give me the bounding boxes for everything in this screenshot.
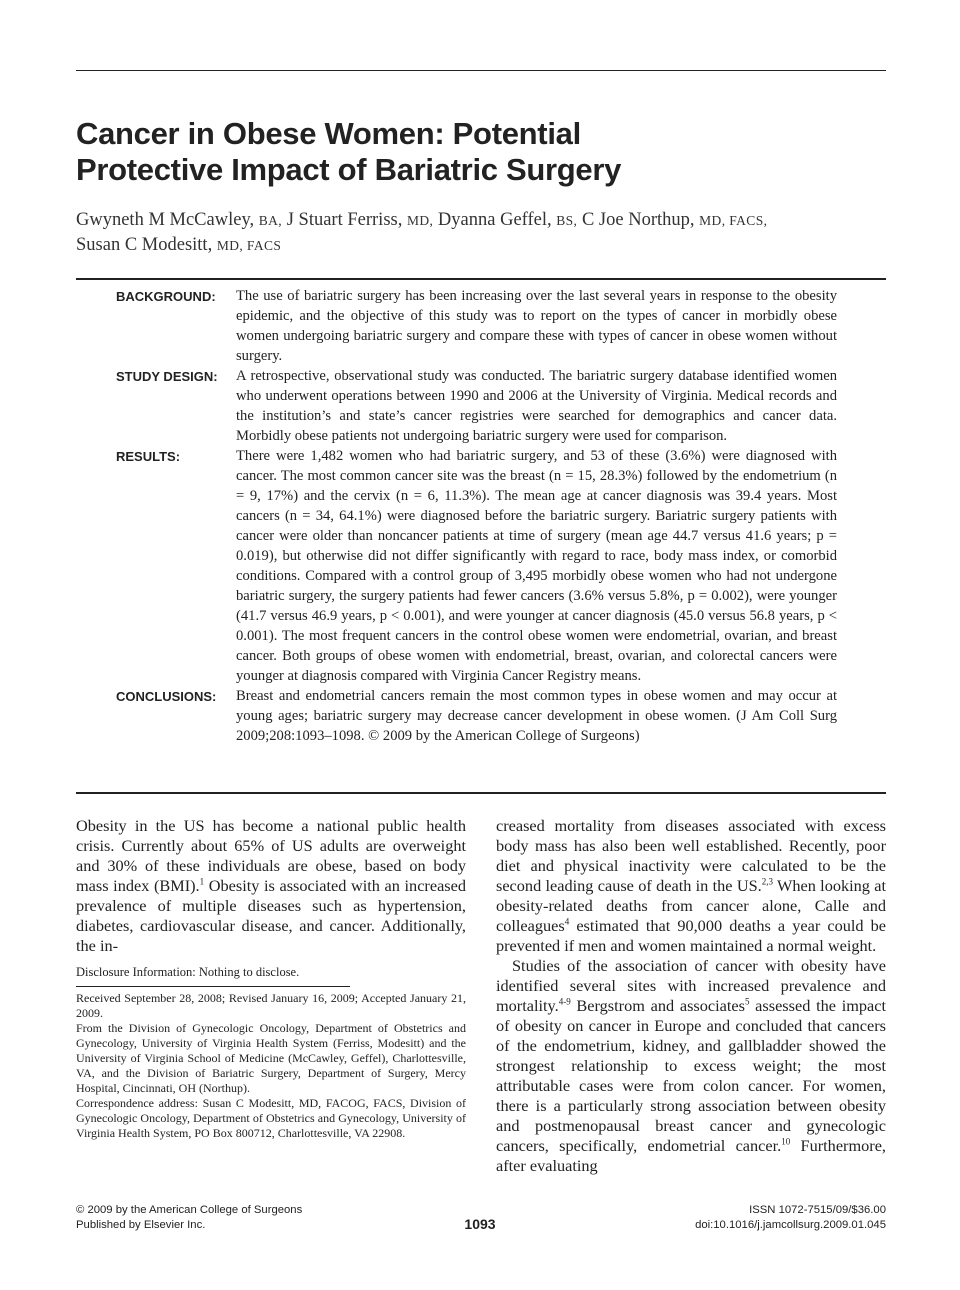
citation-ref: 4 <box>564 916 570 927</box>
copyright-line: © 2009 by the American College of Surgeons <box>76 1204 303 1216</box>
abstract <box>76 286 886 746</box>
footer-right <box>695 1203 886 1233</box>
doi-line: doi:10.1016/j.jamcollsurg.2009.01.045 <box>695 1219 886 1231</box>
publisher-line: Published by Elsevier Inc. <box>76 1219 206 1231</box>
author-degree: BS, <box>556 213 578 228</box>
body-column-right <box>496 816 886 1176</box>
section-text: The use of bariatric surgery has been increasing over the last several years in response to the obesity epidemic, and the objective of this study was to report on the types of cancer in morbidly obese women undergoing bariatric surgery and compare these with types of cancer in obese women without surgery. <box>236 288 837 364</box>
section-label: CONCLUSIONS: <box>116 689 217 704</box>
footnotes <box>76 991 466 1141</box>
correspondence-address: Correspondence address: Susan C Modesitt, MD, FACOG, FACS, Division of Gynecologic Oncology, Department of Obstetrics and Gynecology, University of Virginia Health System, PO Box 800712, Charlottesville, VA 22908. <box>76 1096 466 1140</box>
received-dates: Received September 28, 2008; Revised January 16, 2009; Accepted January 21, 2009. <box>76 991 466 1020</box>
section-label: BACKGROUND: <box>116 289 216 304</box>
body-text: Obesity is associated with an increased prevalence of multiple diseases such as hypertension, diabetes, cardiovascular disease, and cancer. Additionally, the in- <box>76 876 467 955</box>
abstract-conclusions <box>76 686 886 746</box>
author-name: C Joe Northup, <box>581 210 695 230</box>
abstract-bottom-rule <box>76 792 886 794</box>
abstract-background <box>76 286 886 366</box>
body-text: assessed the impact of obesity on cancer in Europe and concluded that cancers of the endometrium, kidney, and gallbladder showed the strongest relationship to excess weight; the most attributable cases were from colon cancer. For women, there is a particularly strong association between obesity and postmenopausal breast cancer and gynecologic cancers, specifically, endometrial cancer. <box>496 996 886 1155</box>
author-name: Gwyneth M McCawley, <box>76 210 255 230</box>
body-text: When looking at obesity-related deaths from cancer alone, Calle and colleagues <box>496 876 886 935</box>
citation-ref: 10 <box>781 1136 791 1147</box>
disclosure-note <box>76 964 466 980</box>
issn-line: ISSN 1072-7515/09/$36.00 <box>749 1204 886 1216</box>
author-degree: MD, FACS, <box>699 213 768 228</box>
body-text: creased mortality from diseases associated with excess body mass has also been well established. Recently, poor diet and physical inactivity were calculated to be the second leading cause of death in the US. <box>496 816 886 895</box>
article-title <box>76 116 796 188</box>
body-text: Bergstrom and associates <box>570 996 745 1015</box>
author-degree: BA, <box>258 213 283 228</box>
abstract-top-rule <box>76 278 886 280</box>
footnote-rule <box>76 986 350 987</box>
body-paragraph <box>496 816 886 956</box>
title-line-2: Protective Impact of Bariatric Surgery <box>76 152 622 187</box>
affiliation-note: From the Division of Gynecologic Oncology, Department of Obstetrics and Gynecology, University of Virginia Health System (Ferriss, Modesitt) and the University of Virginia School of Medicine (McCawley, Geffel), Charlottesville, VA, and the Division of Bariatric Surgery, Department of Surgery, Mercy Hospital, Cincinnati, OH (Northup). <box>76 1021 466 1095</box>
section-label: RESULTS: <box>116 449 181 464</box>
author-degree: MD, <box>406 213 434 228</box>
citation-ref: 4-9 <box>558 996 571 1007</box>
body-column-left <box>76 816 466 956</box>
section-label: STUDY DESIGN: <box>116 369 218 384</box>
abstract-results <box>76 446 886 686</box>
citation-ref: 1 <box>199 876 205 887</box>
author-name: Dyanna Geffel, <box>437 210 552 230</box>
section-text: A retrospective, observational study was conducted. The bariatric surgery database identified women who underwent operations between 1990 and 2006 at the University of Virginia. Medical records and the institution’s and state’s cancer registries were searched for demographics and cancer data. Morbidly obese patients not undergoing bariatric surgery were used for comparison. <box>236 368 837 444</box>
body-text: Obesity in the US has become a national public health crisis. Currently about 65% of US adults are overweight and 30% of these individuals are obese, based on body mass index (BMI). <box>76 816 466 895</box>
section-text: Breast and endometrial cancers remain the most common types in obese women and may occur at young ages; bariatric surgery may decrease cancer development in obese women. (J Am Coll Surg 2009;208:1093–1098. © 2009 by the American College of Surgeons) <box>236 688 837 744</box>
section-text: There were 1,482 women who had bariatric surgery, and 53 of these (3.6%) were diagnosed with cancer. The most common cancer site was the breast (n = 15, 28.3%) followed by the endometrium (n = 9, 17%) and the cervix (n = 6, 11.3%). The mean age at cancer diagnosis was 39.4 years. Most cancers (n = 34, 64.1%) were diagnosed before the bariatric surgery. Bariatric surgery patients with cancer were older than noncancer patients at time of surgery (mean age 44.7 versus 41.6 years; p = 0.019), but otherwise did not differ significantly with regard to race, body mass index, or comorbid conditions. Compared with a control group of 3,495 morbidly obese women who had not undergone bariatric surgery, the surgery patients had fewer cancers (3.6% versus 5.8%, p = 0.002), were younger (41.7 versus 46.9 years, p < 0.001), and were younger at cancer diagnosis (45.0 versus 56.8 years, p < 0.001). The most frequent cancers in the control obese women were endometrial, ovarian, and breast cancer. Both groups of obese women with endometrial, breast, ovarian, and colorectal cancers were younger at diagnosis compared with Virginia Cancer Registry means. <box>236 448 837 684</box>
citation-ref: 5 <box>744 996 750 1007</box>
body-paragraph <box>496 956 886 1176</box>
title-line-1: Cancer in Obese Women: Potential <box>76 116 581 151</box>
body-text: estimated that 90,000 deaths a year could be prevented if men and women maintained a normal weight. <box>496 916 886 955</box>
page-number: 1093 <box>464 1216 496 1232</box>
disclosure-text: Disclosure Information: Nothing to disclose. <box>76 965 300 979</box>
author-degree: MD, FACS <box>216 238 282 253</box>
citation-ref: 2,3 <box>761 876 773 887</box>
abstract-study-design <box>76 366 886 446</box>
author-list <box>76 208 866 258</box>
author-name: J Stuart Ferriss, <box>286 210 403 230</box>
header-rule <box>76 70 886 71</box>
body-text: Furthermore, after evaluating <box>496 1136 886 1175</box>
author-name: Susan C Modesitt, <box>76 235 213 255</box>
body-text: Studies of the association of cancer with obesity have identified several sites with increased prevalence and mortality. <box>496 956 886 1015</box>
body-paragraph <box>76 816 466 956</box>
